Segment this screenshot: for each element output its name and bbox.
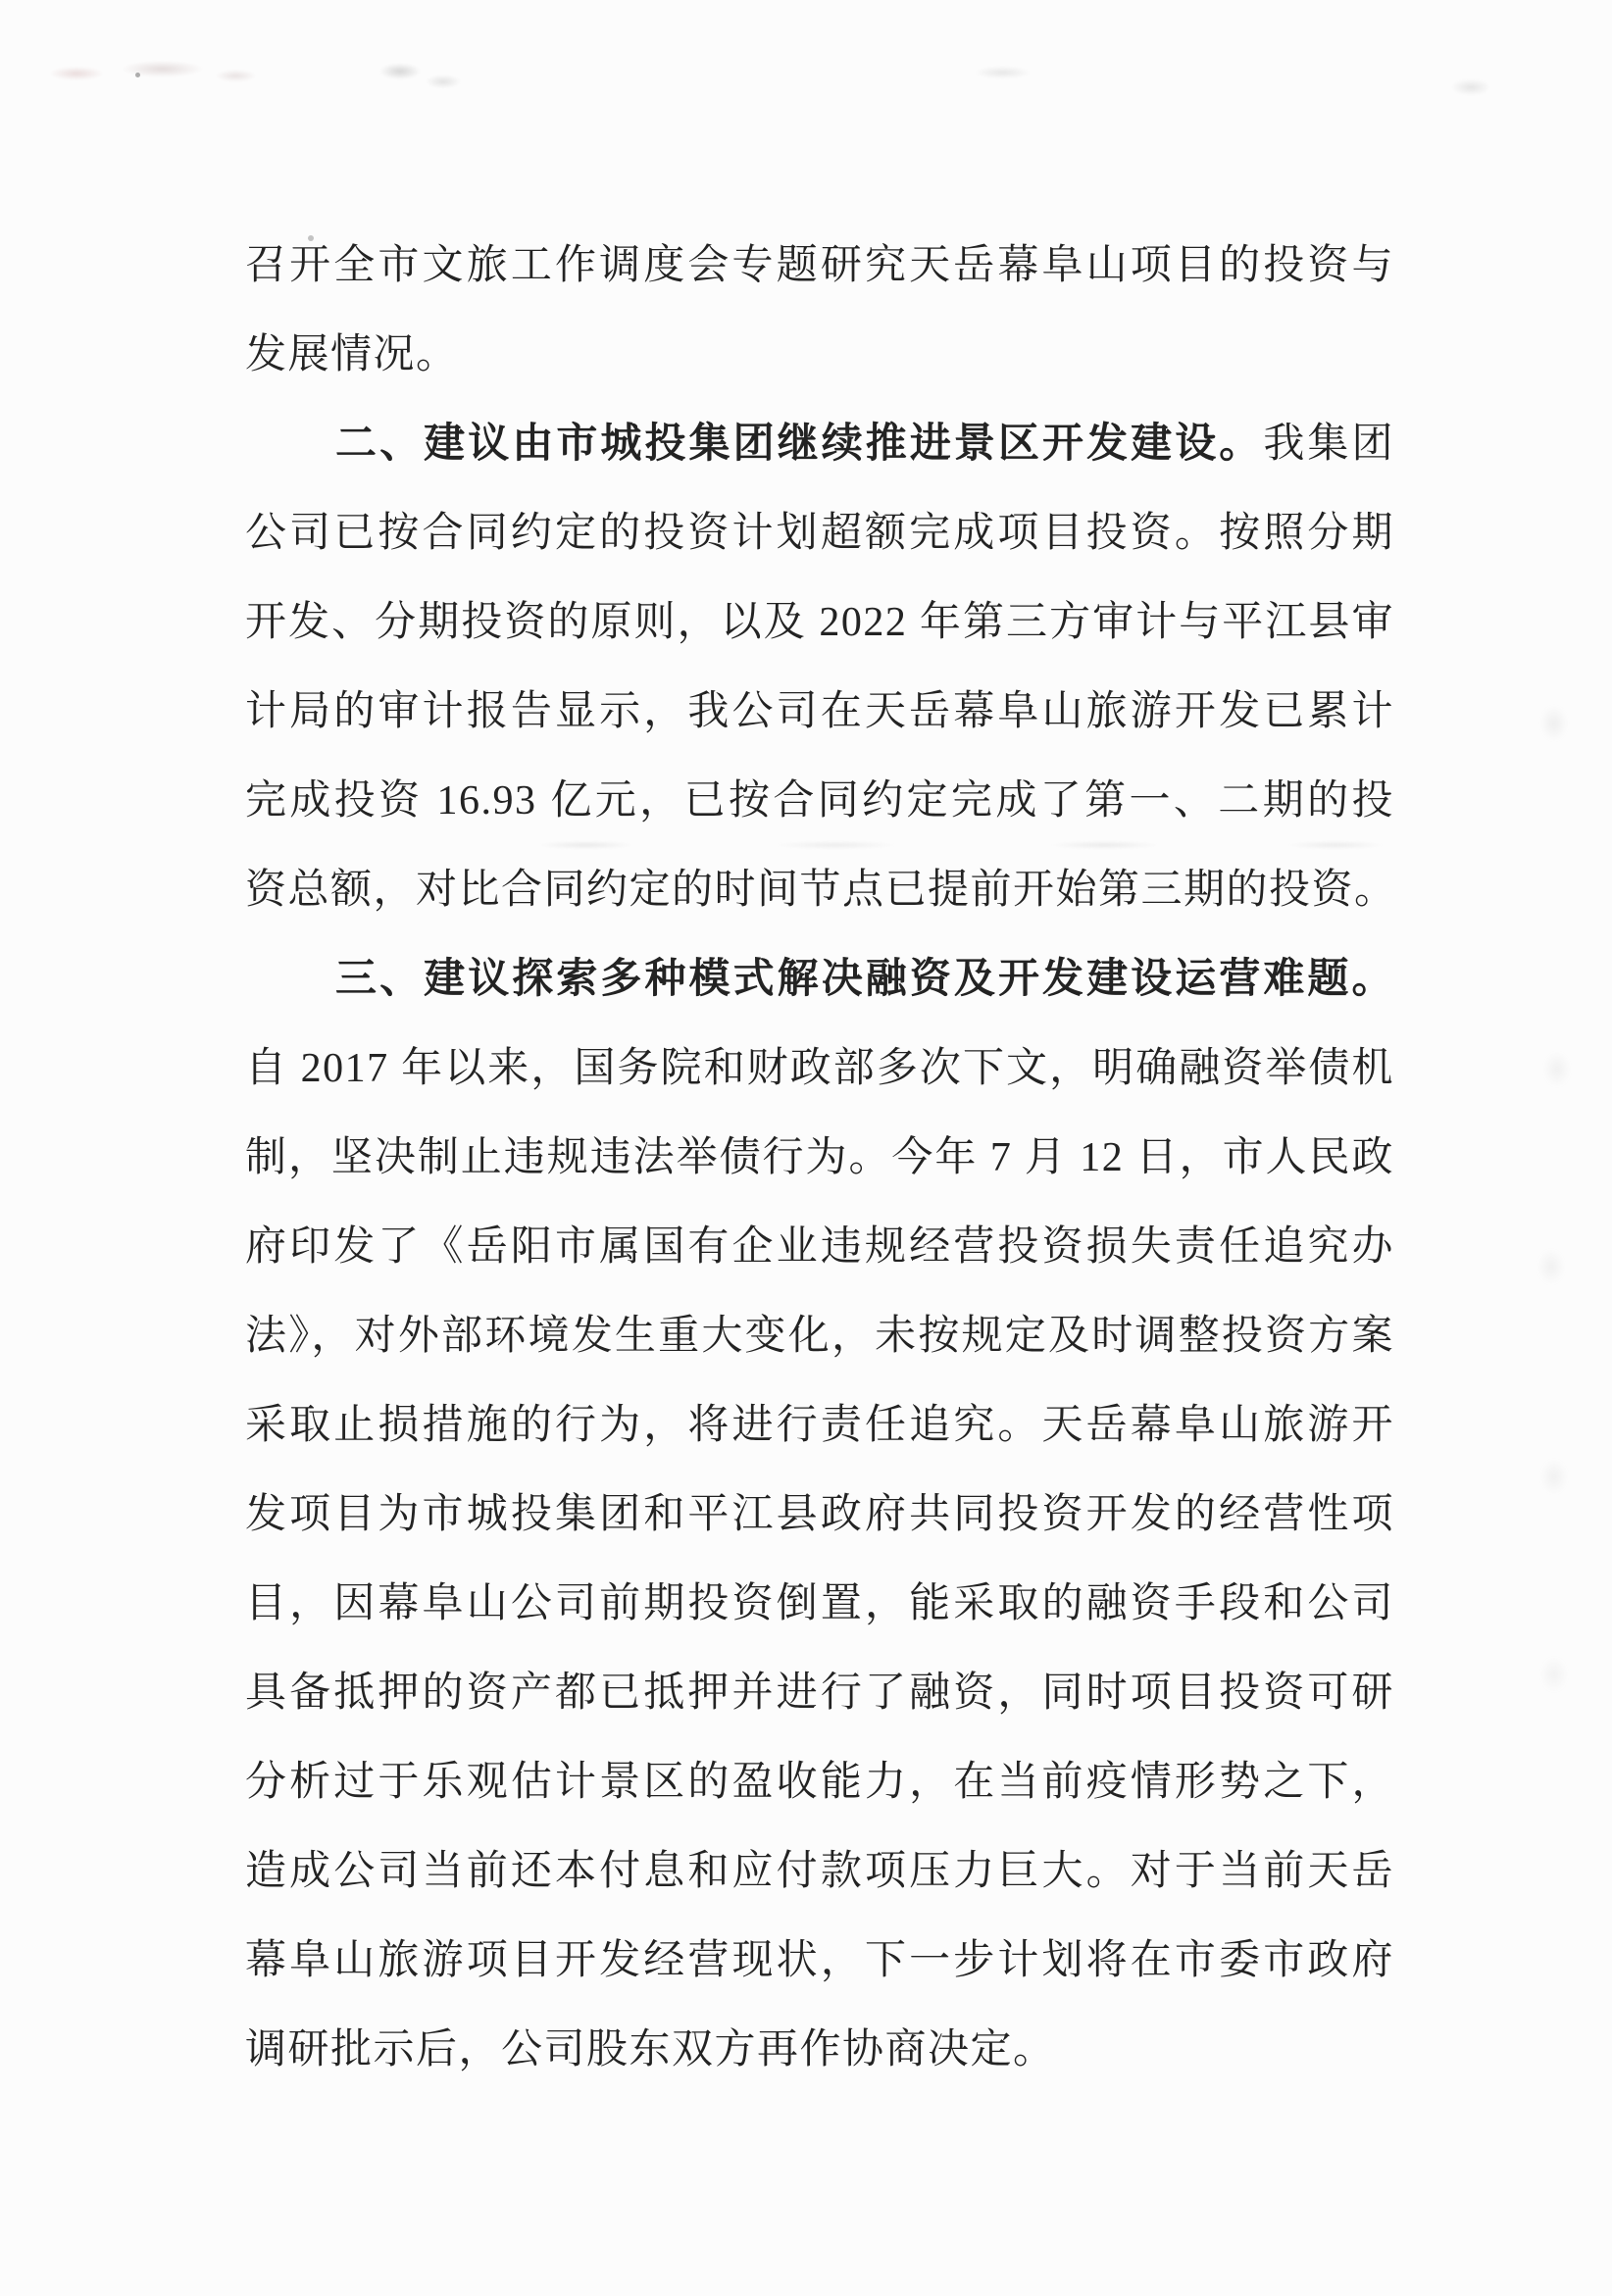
scan-edge-marks bbox=[1525, 686, 1584, 1922]
body-run: 发项目为市城投集团和平江县政府共同投资开发的经营性项 bbox=[245, 1492, 1394, 1537]
scan-smudge-top-left bbox=[27, 51, 273, 96]
text-line bbox=[245, 668, 1394, 757]
text-line bbox=[245, 1203, 1394, 1292]
body-run: 造成公司当前还本付息和应付款项压力巨大。对于当前天岳 bbox=[245, 1849, 1394, 1894]
scan-smudge-top-corner bbox=[1436, 67, 1505, 108]
text-line bbox=[245, 222, 1394, 311]
body-run: 采取止损措施的行为，将进行责任追究。天岳幕阜山旅游开 bbox=[245, 1403, 1394, 1448]
heading-run: 三、建议探索多种模式解决融资及开发建设运营难题。 bbox=[335, 957, 1394, 1002]
text-line bbox=[245, 1738, 1394, 1827]
text-line bbox=[245, 578, 1394, 668]
text-line bbox=[245, 1114, 1394, 1203]
body-run: 完成投资 16.93 亿元，已按合同约定完成了第一、二期的投 bbox=[245, 778, 1394, 824]
body-run: 自 2017 年以来，国务院和财政部多次下文，明确融资举债机 bbox=[245, 1046, 1394, 1091]
body-run: 具备抵押的资产都已抵押并进行了融资，同时项目投资可研 bbox=[245, 1671, 1394, 1716]
scan-speck bbox=[135, 73, 140, 77]
document-text-block bbox=[245, 222, 1397, 2095]
body-run: 府印发了《岳阳市属国有企业违规经营投资损失责任追究办 bbox=[245, 1224, 1394, 1270]
text-line bbox=[245, 846, 1397, 935]
text-line bbox=[245, 489, 1394, 578]
text-line bbox=[245, 1024, 1394, 1114]
text-line bbox=[245, 1560, 1394, 1649]
body-run: 幕阜山旅游项目开发经营现状，下一步计划将在市委市政府 bbox=[245, 1938, 1394, 1983]
body-run: 发展情况。 bbox=[245, 332, 459, 377]
body-run: 调研批示后，公司股东双方再作协商决定。 bbox=[245, 2027, 1056, 2072]
body-run: 法》，对外部环境发生重大变化，未按规定及时调整投资方案 bbox=[245, 1314, 1394, 1359]
text-line bbox=[245, 1917, 1394, 2006]
text-line bbox=[245, 1649, 1394, 1738]
body-run: 我集团 bbox=[1263, 422, 1394, 467]
body-run: 公司已按合同约定的投资计划超额完成项目投资。按照分期 bbox=[245, 511, 1394, 556]
body-run: 制，坚决制止违规违法举债行为。今年 7 月 12 日，市人民政 bbox=[245, 1135, 1394, 1180]
text-line bbox=[245, 1292, 1394, 1381]
text-line bbox=[245, 2006, 1394, 2095]
scan-smudge-top-mid bbox=[368, 51, 476, 102]
body-run: 召开全市文旅工作调度会专题研究天岳幕阜山项目的投资与 bbox=[245, 243, 1394, 288]
text-line bbox=[245, 757, 1394, 846]
scan-smudge-top-right bbox=[956, 57, 1049, 88]
body-run: 计局的审计报告显示，我公司在天岳幕阜山旅游开发已累计 bbox=[245, 689, 1394, 734]
text-line bbox=[245, 1471, 1394, 1560]
text-line bbox=[245, 1827, 1394, 1917]
text-line bbox=[245, 400, 1394, 489]
text-line bbox=[245, 1381, 1394, 1471]
heading-run: 二、建议由市城投集团继续推进景区开发建设。 bbox=[335, 422, 1264, 467]
body-run: 开发、分期投资的原则，以及 2022 年第三方审计与平江县审 bbox=[245, 600, 1394, 645]
text-line bbox=[245, 311, 1394, 400]
text-line bbox=[245, 935, 1394, 1024]
body-run: 目，因幕阜山公司前期投资倒置，能采取的融资手段和公司 bbox=[245, 1581, 1394, 1626]
body-run: 资总额，对比合同约定的时间节点已提前开始第三期的投资。 bbox=[245, 868, 1397, 913]
body-run: 分析过于乐观估计景区的盈收能力，在当前疫情形势之下， bbox=[245, 1760, 1394, 1805]
